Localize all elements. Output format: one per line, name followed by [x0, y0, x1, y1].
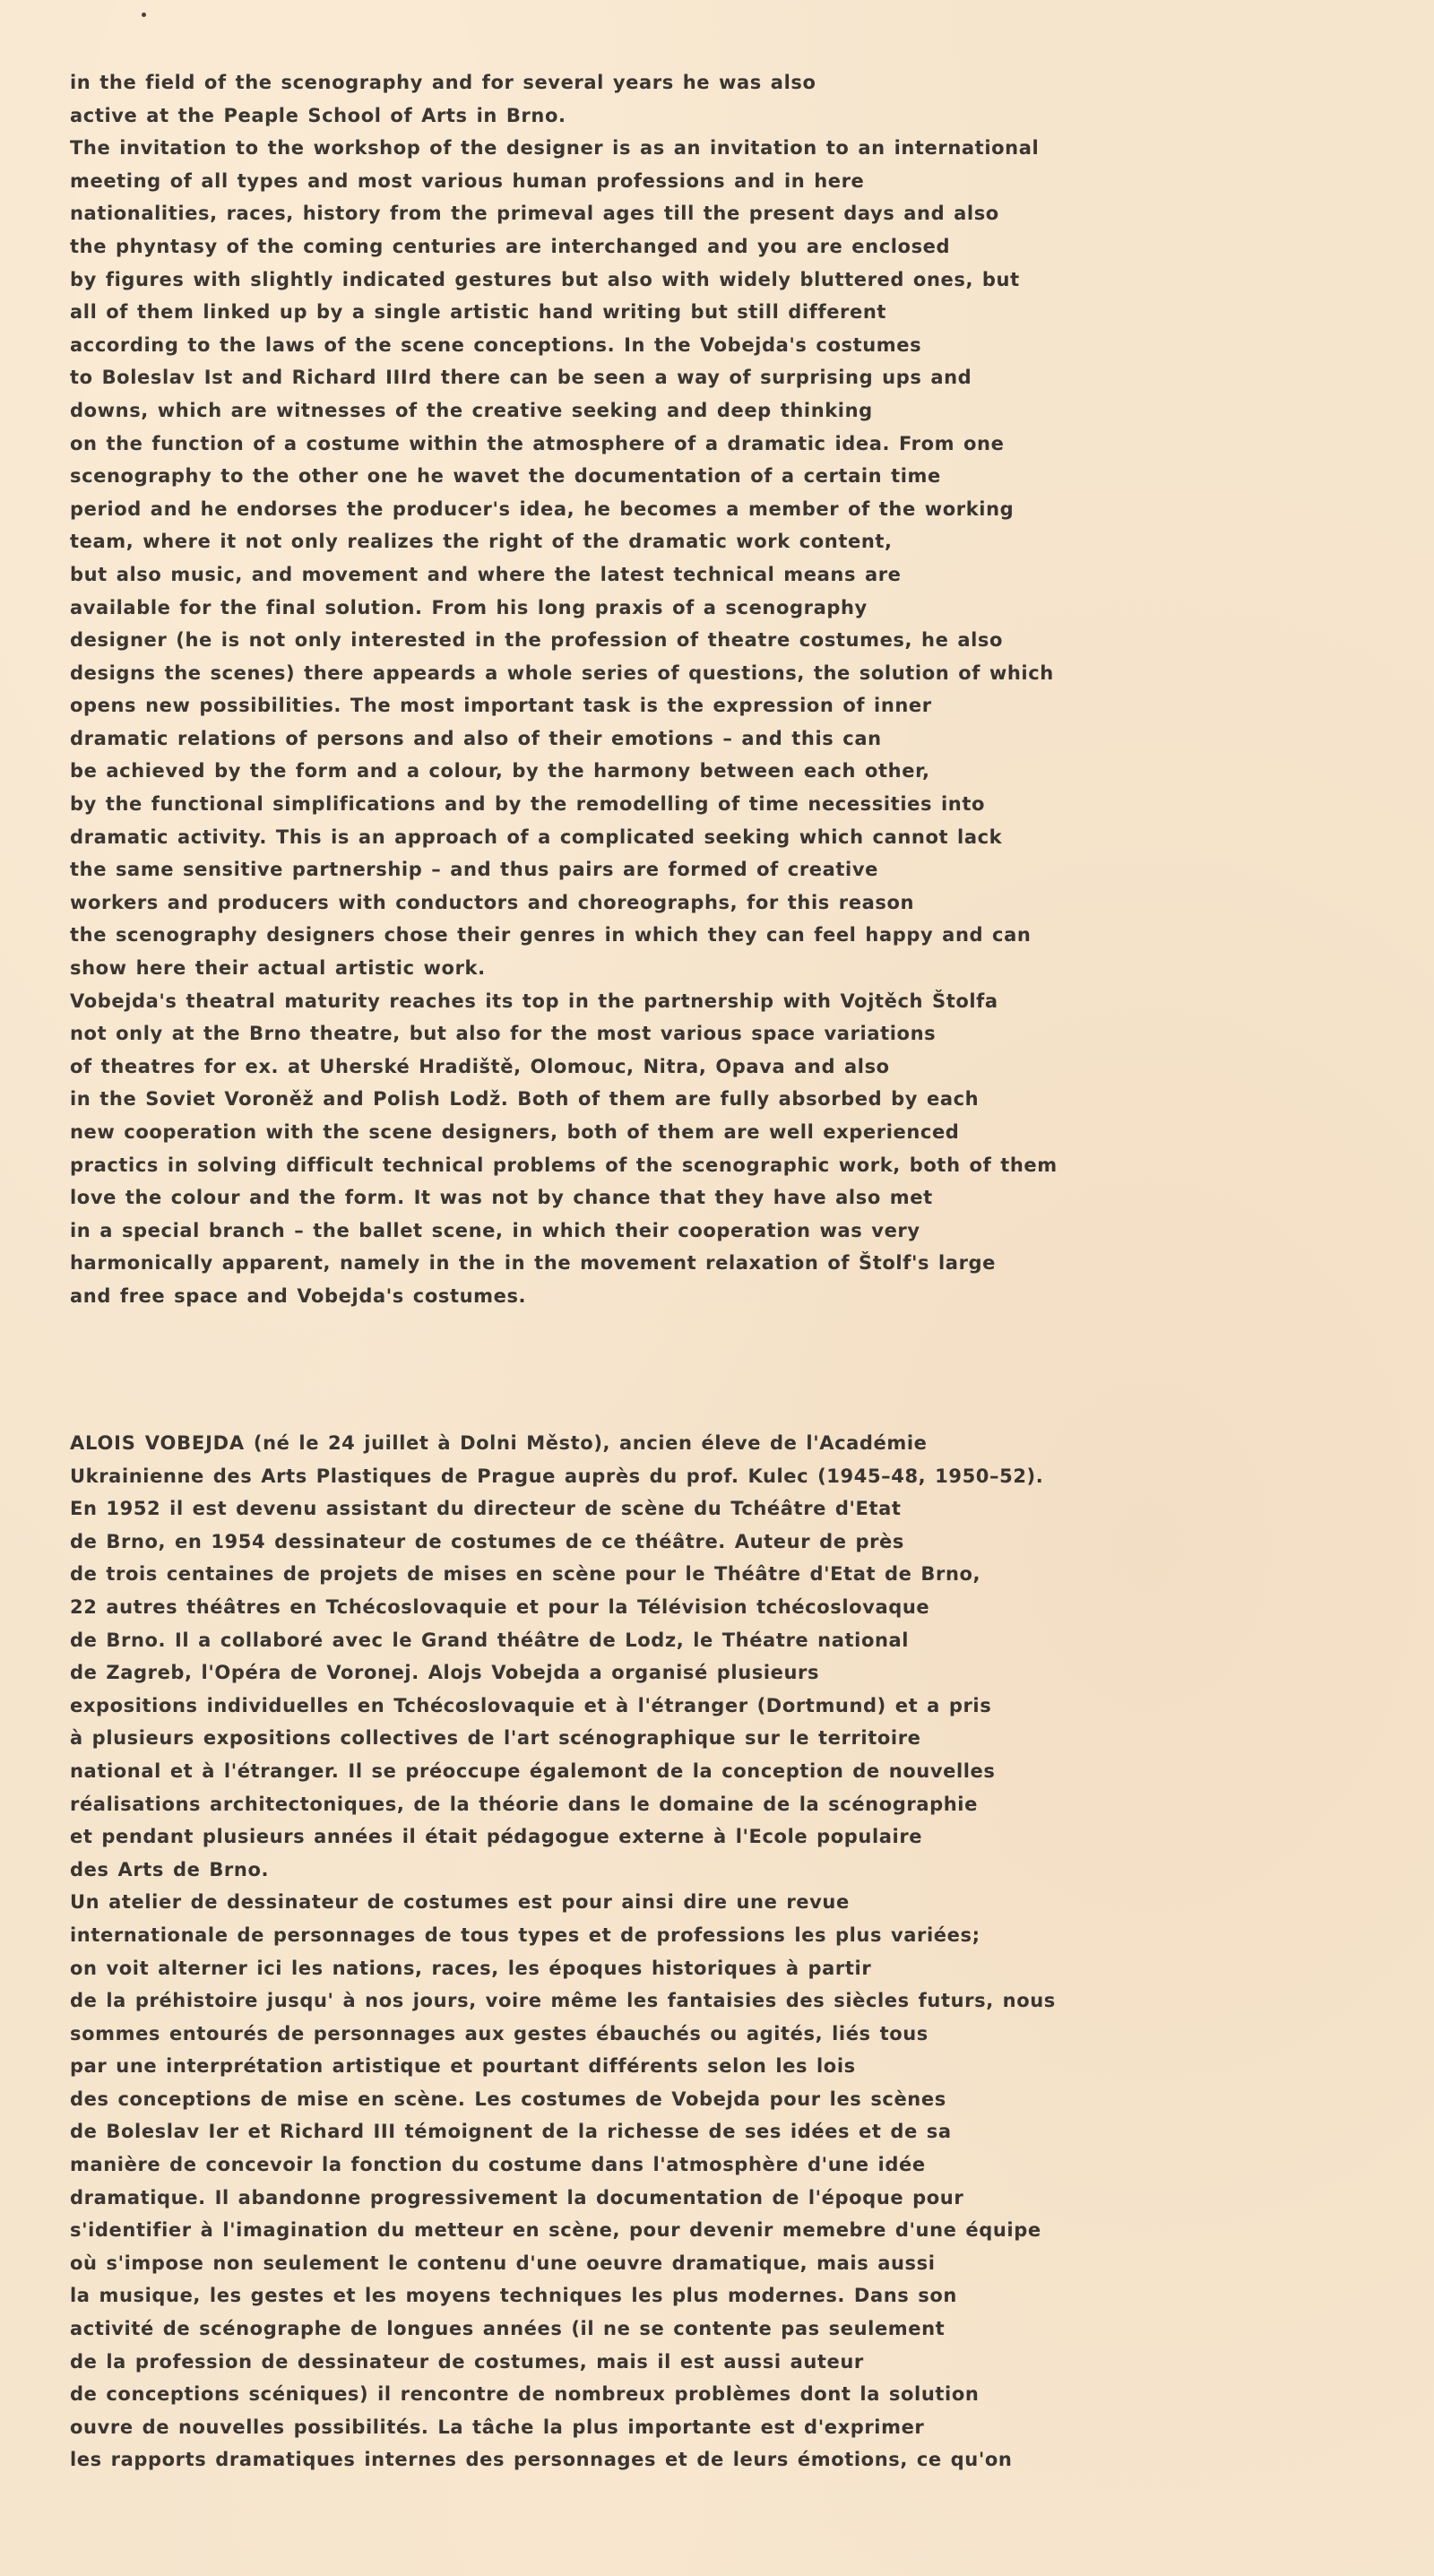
text-line: des conceptions de mise en scène. Les costumes de Vobejda pour les scènes	[70, 2088, 946, 2110]
text-line: by the functional simplifications and by the remodelling of time necessities into	[70, 793, 985, 816]
text-line: available for the final solution. From his long praxis of a scenography	[70, 596, 868, 618]
text-line: dramatic relations of persons and also of their emotions – and this can	[70, 727, 882, 749]
text-line: Un atelier de dessinateur de costumes est pour ainsi dire une revue	[70, 1891, 850, 1914]
text-line: de Zagreb, l'Opéra de Voronej. Alojs Vobejda a organisé plusieurs	[70, 1662, 820, 1684]
text-line: à plusieurs expositions collectives de l'art scénographique sur le territoire	[70, 1727, 921, 1750]
text-line: designs the scenes) there appeards a whole series of questions, the solution of which	[70, 661, 1054, 684]
text-line: la musique, les gestes et les moyens techniques les plus modernes. Dans son	[70, 2285, 957, 2307]
text-line: workers and producers with conductors and choreographs, for this reason	[70, 891, 915, 913]
text-line: active at the Peaple School of Arts in Brno.	[70, 104, 566, 126]
text-line: de la profession de dessinateur de costumes, mais il est aussi auteur	[70, 2350, 864, 2373]
text-line: all of them linked up by a single artistic hand writing but still different	[70, 301, 887, 324]
text-line: period and he endorses the producer's idea, he becomes a member of the working	[70, 497, 1015, 520]
text-line: love the colour and the form. It was not by chance that they have also met	[70, 1187, 933, 1209]
text-line: opens new possibilities. The most important task is the expression of inner	[70, 695, 932, 717]
text-line: national et à l'étranger. Il se préoccupe égalemont de la conception de nouvelles	[70, 1759, 996, 1782]
text-line: En 1952 il est devenu assistant du directeur de scène du Tchéâtre d'Etat	[70, 1498, 902, 1520]
text-line: où s'impose non seulement le contenu d'une oeuvre dramatique, mais aussi	[70, 2252, 936, 2274]
text-line: scenography to the other one he wavet the documentation of a certain time	[70, 465, 941, 488]
text-line: the scenography designers chose their genres in which they can feel happy and can	[70, 924, 1032, 947]
english-text-block	[70, 66, 1325, 1313]
text-line: activité de scénographe de longues années (il ne se contente pas seulement	[70, 2318, 946, 2340]
text-line: in a special branch – the ballet scene, in which their cooperation was very	[70, 1219, 920, 1241]
text-line: meeting of all types and most various human professions and in here	[70, 169, 865, 192]
text-line: the same sensitive partnership – and thus pairs are formed of creative	[70, 859, 878, 881]
text-line: manière de concevoir la fonction du costume dans l'atmosphère d'une idée	[70, 2154, 926, 2176]
text-line: expositions individuelles en Tchécoslovaquie et à l'étranger (Dortmund) et a pris	[70, 1694, 992, 1716]
text-line: on the function of a costume within the atmosphere of a dramatic idea. From one	[70, 432, 1005, 454]
text-line: de Brno, en 1954 dessinateur de costumes de ce théâtre. Auteur de près	[70, 1530, 904, 1552]
text-line: des Arts de Brno.	[70, 1858, 270, 1880]
text-line: ouvre de nouvelles possibilités. La tâche la plus importante est d'exprimer	[70, 2416, 925, 2438]
text-line: by figures with slightly indicated gestures but also with widely bluttered ones, but	[70, 268, 1020, 290]
text-line: in the field of the scenography and for several years he was also	[70, 72, 816, 93]
author-birth-info: (né le 24 juillet à Dolni Město), ancien éleve de l'Académie	[244, 1432, 928, 1454]
text-line: et pendant plusieurs années il était pédagogue externe à l'Ecole populaire	[70, 1826, 923, 1848]
text-line: de Boleslav Ier et Richard III témoignent de la richesse de ses idées et de sa	[70, 2121, 952, 2143]
text-line: de Brno. Il a collaboré avec le Grand théâtre de Lodz, le Théatre national	[70, 1629, 910, 1651]
text-line: sommes entourés de personnages aux gestes ébauchés ou agités, liés tous	[70, 2022, 929, 2044]
text-line: harmonically apparent, namely in the in the movement relaxation of Štolf's large	[70, 1252, 996, 1275]
text-line: but also music, and movement and where the latest technical means are	[70, 563, 902, 585]
text-line: Vobejda's theatral maturity reaches its top in the partnership with Vojtěch Štolfa	[70, 990, 998, 1012]
text-line: s'identifier à l'imagination du metteur en scène, pour devenir memebre d'une équipe	[70, 2219, 1041, 2242]
text-line: on voit alterner ici les nations, races, les époques historiques à partir	[70, 1957, 872, 1979]
text-line: practics in solving difficult technical problems of the scenographic work, both of them	[70, 1154, 1058, 1176]
text-line: par une interprétation artistique et pourtant différents selon les lois	[70, 2055, 856, 2078]
text-line: new cooperation with the scene designers, both of them are well experienced	[70, 1121, 960, 1143]
text-line: in the Soviet Voroněž and Polish Lodž. Both of them are fully absorbed by each	[70, 1088, 980, 1111]
text-line: de trois centaines de projets de mises en scène pour le Théâtre d'Etat de Brno,	[70, 1563, 981, 1586]
text-line: of theatres for ex. at Uherské Hradiště, Olomouc, Nitra, Opava and also	[70, 1055, 890, 1077]
text-line: team, where it not only realizes the right of the dramatic work content,	[70, 531, 893, 553]
text-line: The invitation to the workshop of the designer is as an invitation to an international	[70, 137, 1040, 160]
text-line: according to the laws of the scene conceptions. In the Vobejda's costumes	[70, 333, 922, 356]
text-line: dramatique. Il abandonne progressivement la documentation de l'époque pour	[70, 2186, 964, 2209]
text-line: show here their actual artistic work.	[70, 957, 486, 980]
text-line: not only at the Brno theatre, but also for the most various space variations	[70, 1023, 937, 1045]
text-line: downs, which are witnesses of the creative seeking and deep thinking	[70, 399, 873, 421]
text-line: 22 autres théâtres en Tchécoslovaquie et pour la Télévision tchécoslovaque	[70, 1595, 930, 1618]
text-line: be achieved by the form and a colour, by the harmony between each other,	[70, 760, 930, 782]
ink-speck	[142, 13, 146, 17]
text-line: designer (he is not only interested in the profession of theatre costumes, he also	[70, 629, 1004, 652]
text-line: dramatic activity. This is an approach of a complicated seeking which cannot lack	[70, 826, 1003, 848]
text-line: Ukrainienne des Arts Plastiques de Prague auprès du prof. Kulec (1945–48, 1950–52).	[70, 1465, 1044, 1487]
text-line: internationale de personnages de tous types et de professions les plus variées;	[70, 1923, 980, 1946]
author-name: ALOIS VOBEJDA	[70, 1432, 245, 1454]
text-line: réalisations architectoniques, de la théorie dans le domaine de la scénographie	[70, 1793, 978, 1815]
text-line: nationalities, races, history from the primeval ages till the present days and also	[70, 203, 999, 225]
french-body-lines	[70, 1460, 1325, 2477]
french-text-block	[70, 1427, 1325, 2477]
text-line: the phyntasy of the coming centuries are interchanged and you are enclosed	[70, 235, 951, 257]
text-line: les rapports dramatiques internes des personnages et de leurs émotions, ce qu'on	[70, 2449, 1013, 2471]
french-first-line	[70, 1427, 1325, 1460]
text-line: to Boleslav Ist and Richard IIIrd there can be seen a way of surprising ups and	[70, 367, 972, 389]
text-line: and free space and Vobejda's costumes.	[70, 1284, 527, 1307]
text-line: de conceptions scéniques) il rencontre de nombreux problèmes dont la solution	[70, 2383, 980, 2406]
text-line: de la préhistoire jusqu' à nos jours, voire même les fantaisies des siècles futurs, nous	[70, 1990, 1056, 2012]
